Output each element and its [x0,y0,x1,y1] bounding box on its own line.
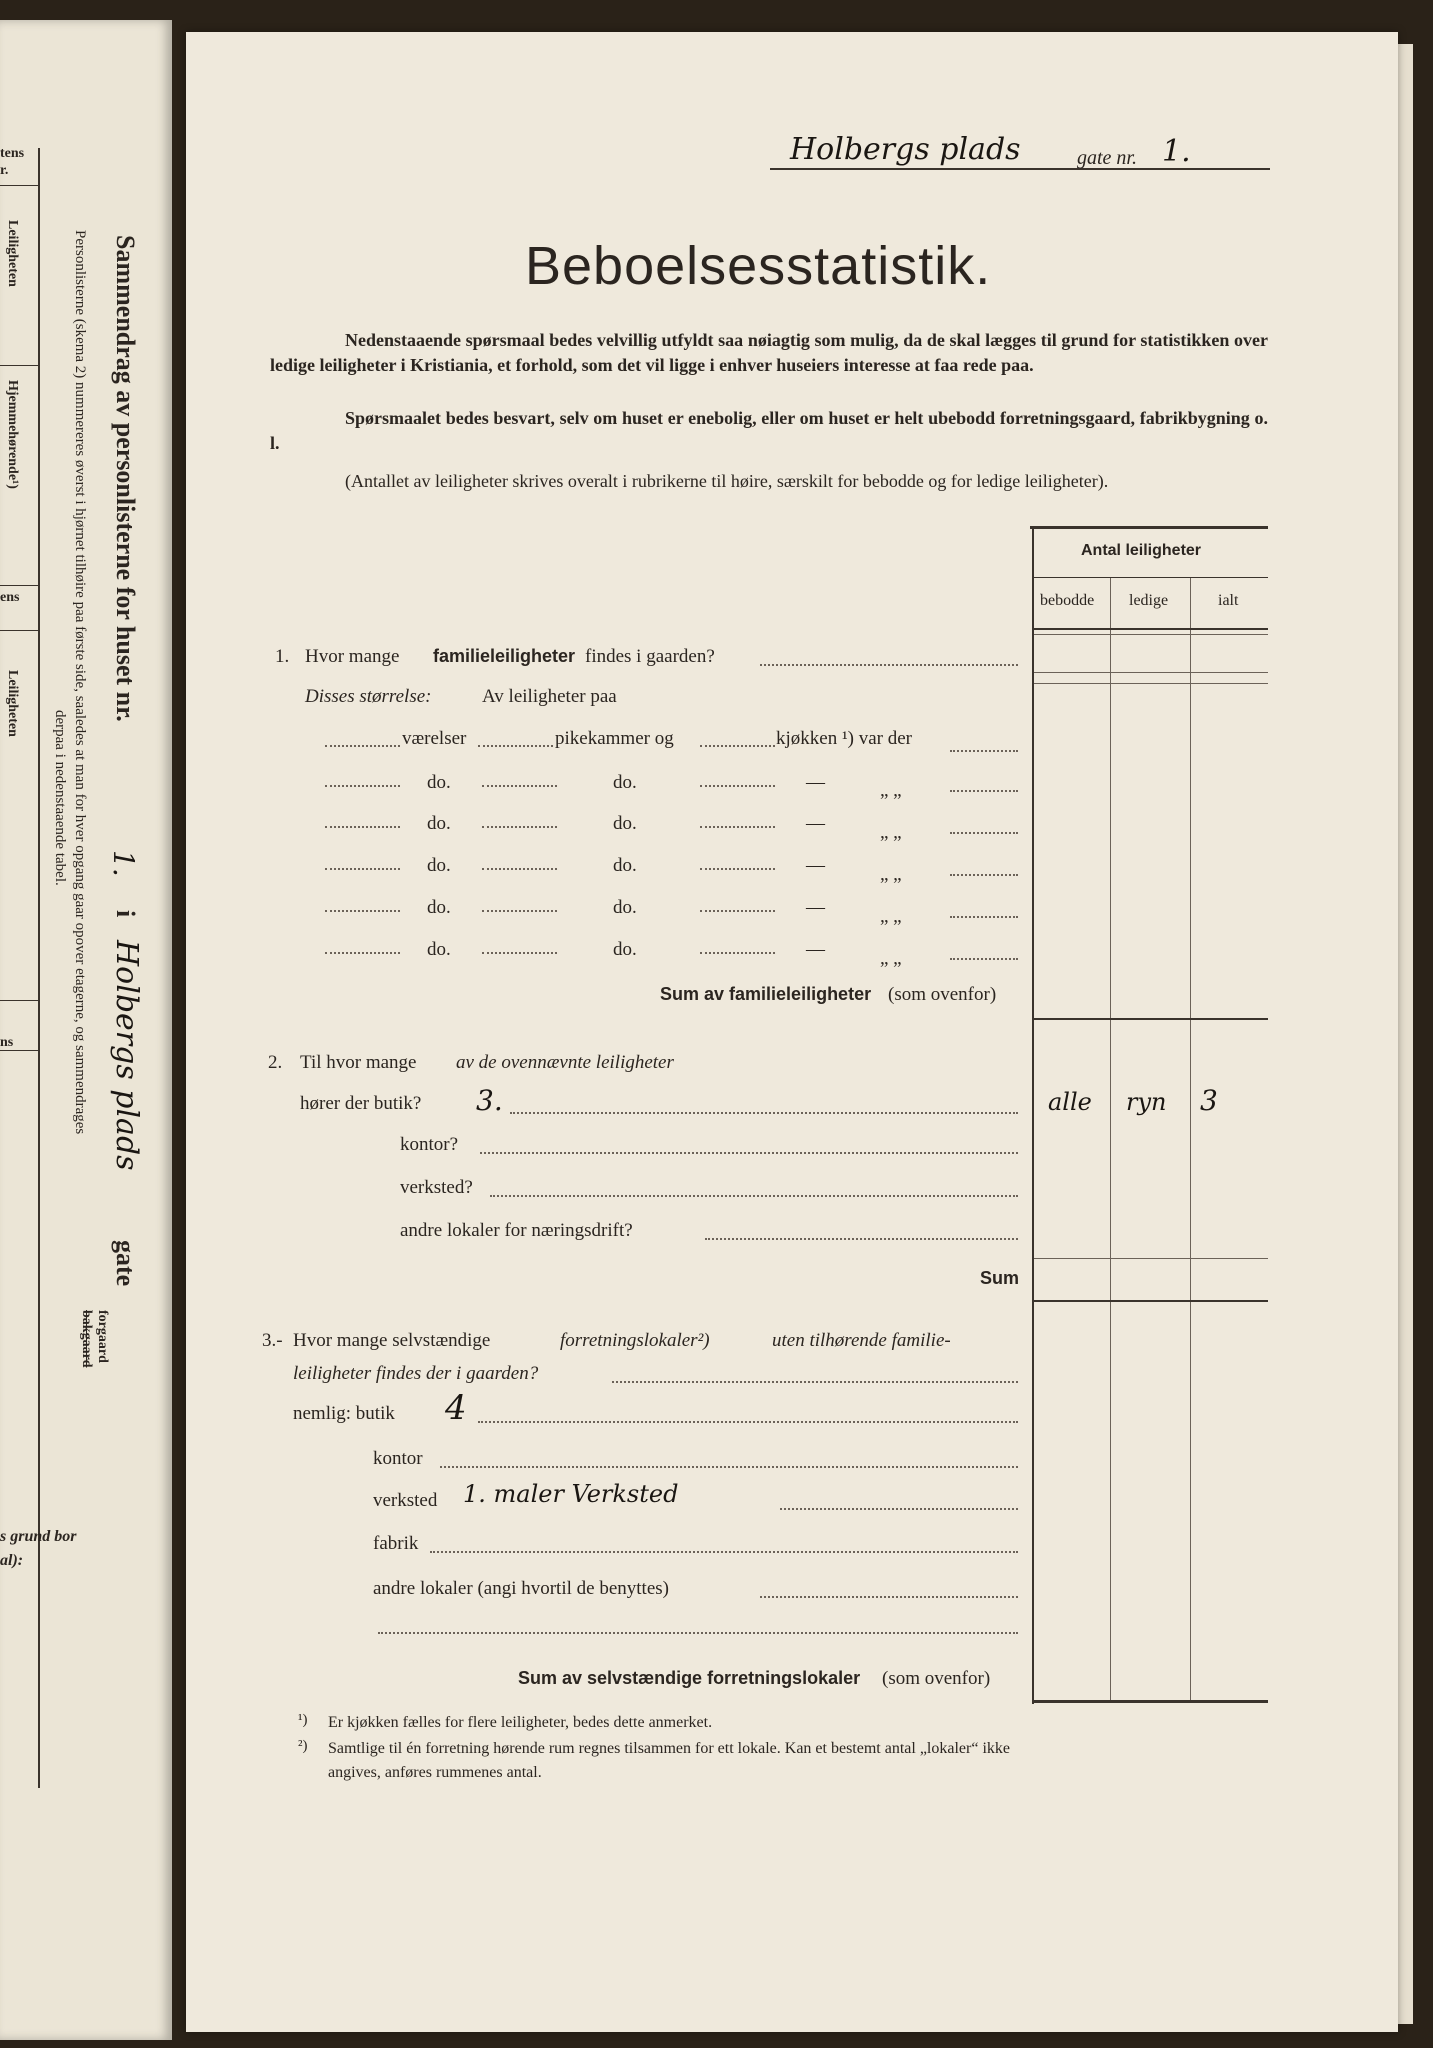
size-row-dots [325,868,400,870]
q2-number: 2. [268,1052,283,1073]
q2-text-b: av de ovennævnte leiligheter [456,1052,674,1073]
left-col-leiligheten: Leiligheten [5,220,20,287]
size-row-dots [700,826,775,828]
size-row-dash: — [806,772,825,793]
table-left-rule [1032,526,1034,1704]
sammendrag-heading: Sammendrag av personlisterne for huset nr. [111,235,140,722]
q3-number: 3.- [262,1330,283,1351]
size-row-dots [325,910,400,912]
sammendrag-instructions-2: derpaa i nedenstaaende tabel. [52,710,68,886]
size-row-dots [325,745,400,747]
size-row-dots [325,785,400,787]
size-row-dots [950,750,1018,752]
table-sum2-rule [1034,1300,1268,1302]
size-row-dots [482,868,557,870]
size-row-do: do. [427,939,451,960]
left-col-header: tens [0,146,25,161]
size-row-dots [482,785,557,787]
left-page-rule [0,585,38,586]
q3-blank-line [378,1632,1018,1634]
q2-text-a: Til hvor mange [300,1052,417,1073]
size-row-dots [700,910,775,912]
sammendrag-i: i [111,910,140,918]
q3-verksted: verksted [373,1490,438,1511]
q3-kontor-dots [440,1466,1018,1468]
table-col-rule [1110,578,1111,1702]
sammendrag-house-nr: 1. [107,850,140,877]
q2-answer-ialt: 3 [1200,1084,1218,1117]
size-row-dots [478,745,553,747]
size-row-dash: — [806,939,825,960]
table-row-rule [1034,1258,1268,1259]
street-name-handwritten: Holbergs plads [790,132,1021,167]
q3-fabrik-dots [430,1551,1018,1553]
size-row-do: do. [427,813,451,834]
size-row-dots [700,785,775,787]
footnote-1-mark: ¹) [298,1712,308,1728]
footnote-2-line-2: angives, anføres rummenes antal. [328,1764,542,1781]
size-row-quote: „ „ [880,822,902,843]
size-row-dots [325,952,400,954]
q2-kontor: kontor? [400,1134,459,1155]
footnote-2-line-1: Samtlige til én forretning hørende rum regnes tilsammen for ett lokale. Kan et bestemt antal „lokaler“ ikke [328,1740,1010,1757]
q2-kontor-dots [480,1152,1018,1154]
size-row-dots [482,910,557,912]
size-row-dots [700,745,775,747]
q3-kontor: kontor [373,1448,423,1469]
size-row-quote: „ „ [880,906,902,927]
table-top-rule [1030,526,1268,529]
left-page-rule [0,185,38,186]
table-col-ledige: ledige [1129,592,1169,609]
q2-butik: hører der butik? [300,1093,422,1114]
q2-answer-ledige: ryn [1126,1088,1167,1116]
q1-dots [760,664,1018,666]
size-row-dash: — [806,855,825,876]
left-page-content [0,20,172,2040]
q2-andre-dots [705,1238,1018,1240]
q3-verksted-answer: 1. maler Verksted [463,1480,679,1508]
q1-text-b: familieleiligheter [433,646,576,666]
size-row-dash: — [806,813,825,834]
size-row-dots [700,868,775,870]
size-row-dash: — [806,897,825,918]
left-al: al): [0,1552,24,1569]
intro-paragraph-2-text: Spørsmaalet bedes besvart, selv om huset er enebolig, eller om huset er helt ubebodd forretningsgaard, fabrikbygning o. l. [270,408,1268,453]
table-header-bottom-rule [1034,628,1268,630]
sammendrag-street-handwritten: Holbergs plads [109,940,144,1171]
size-row-do: do. [613,897,637,918]
q3-verksted-dots [780,1508,1018,1510]
sammendrag-instructions-1: Personlisterne (skema 2) nummereres øverst i hjørnet tilhøire paa første side, saaledes at man for hver opgang gaar opover etagerne, og sammendrages [72,230,88,1135]
q3-nemlig-butik: nemlig: butik [293,1403,395,1424]
q3-andre-dots [760,1596,1018,1598]
q2-sum: Sum [980,1268,1020,1288]
left-page-rule [0,630,38,631]
intro-paragraph-2 [270,406,1268,456]
q1-number: 1. [275,646,290,667]
intro-paragraph-3: (Antallet av leiligheter skrives overalt i rubrikerne til høire, særskilt for bebodde og for ledige leiligheter). [345,471,1109,491]
q2-verksted-dots [490,1195,1018,1197]
q1-sizes-text: Av leiligheter paa [482,686,617,707]
size-row-do: do. [427,897,451,918]
gate-label: gate nr. [1077,147,1137,169]
left-col-ens: ens [0,590,20,605]
left-col-header: r. [0,163,9,178]
size-row-dots [950,958,1018,960]
left-grund-bor: s grund bor [0,1528,77,1545]
sammendrag-forgaard: forgaard [95,1310,110,1363]
size-row-dots [950,874,1018,876]
table-header-rule [1034,577,1268,578]
size-row-quote: „ „ [880,780,902,801]
left-col-leiligheten-2: Leiligheten [5,670,20,737]
left-page-rule [0,1000,38,1001]
q3-text-dots [612,1381,1018,1383]
q3-butik-dots [478,1421,1018,1423]
size-row-do: do. [613,855,637,876]
table-bottom-rule [1034,1700,1268,1703]
q3-text-d: leiligheter findes der i gaarden? [293,1363,539,1384]
q3-text-b: forretningslokaler²) [560,1330,710,1351]
table-col-ialt: ialt [1218,592,1239,609]
size-row-do: do. [613,939,637,960]
intro-paragraph-1 [270,328,1268,378]
q1-sum-label: Sum av familieleiligheter [660,984,872,1004]
size-row-dots [700,952,775,954]
q1-sum-suffix: (som ovenfor) [888,984,997,1005]
size-row-dots [325,826,400,828]
size-row-do: do. [427,772,451,793]
page-title: Beboelsesstatistik. [525,236,992,296]
size-row-do: do. [613,813,637,834]
q1-text-c: findes i gaarden? [585,646,715,667]
left-page-rule [0,365,38,366]
size-row-do: do. [427,855,451,876]
q3-sum-suffix: (som ovenfor) [882,1668,991,1689]
size-row-quote: „ „ [880,948,902,969]
q2-verksted: verksted? [400,1177,473,1198]
q3-text-c: uten tilhørende familie- [772,1330,951,1351]
sammendrag-gate: gate [111,1240,140,1287]
footnote-1: Er kjøkken fælles for flere leiligheter, bedes dette anmerket. [328,1714,713,1731]
size-row-dots [950,832,1018,834]
table-col-rule [1190,578,1191,1702]
left-col-hjemmehorende: Hjemmehørende¹) [5,380,20,489]
table-sum1-rule [1034,1018,1268,1020]
sammendrag-bakgaard: bakgaard [79,1310,94,1368]
size-row-pikekammer: pikekammer og [555,728,674,749]
size-row-kjokken: kjøkken ¹) var der [776,728,913,749]
q3-butik-answer: 4 [445,1388,467,1428]
size-row-dots [482,952,557,954]
table-row-rule [1034,634,1268,635]
size-row-dots [482,826,557,828]
size-row-do: do. [613,772,637,793]
q1-text-a: Hvor mange [305,646,400,667]
street-underline [770,168,1270,170]
q1-sizes-label: Disses størrelse: [305,686,432,707]
size-row-quote: „ „ [880,864,902,885]
q2-andre: andre lokaler for næringsdrift? [400,1220,633,1241]
table-row-rule [1034,683,1268,684]
table-header: Antal leiligheter [1081,542,1202,559]
gate-number-handwritten: 1. [1162,134,1191,169]
table-col-bebodde: bebodde [1040,592,1095,609]
q3-text-a: Hvor mange selvstændige [293,1330,491,1351]
q3-fabrik: fabrik [373,1533,419,1554]
left-col-ns: ns [0,1035,14,1050]
table-row-rule [1034,672,1268,673]
q2-answer-bebodde: alle [1048,1088,1092,1116]
size-row-vaerelser: værelser [402,728,467,749]
size-row-dots [950,790,1018,792]
q3-andre: andre lokaler (angi hvortil de benyttes) [373,1578,669,1599]
footnote-2-mark: ²) [298,1738,308,1754]
intro-paragraph-1-text: Nedenstaaende spørsmaal bedes velvillig utfyldt saa nøiagtig som mulig, da de skal lægges til grund for statistikken over ledige leiligheter i Kristiania, et forhold, som det vil ligge i enhver huseiers interesse at faa rede paa. [270,330,1268,375]
q3-sum-label: Sum av selvstændige forretningslokaler [518,1668,861,1688]
q2-butik-answer: 3. [476,1084,503,1117]
q2-butik-dots [510,1112,1018,1114]
size-row-dots [950,916,1018,918]
